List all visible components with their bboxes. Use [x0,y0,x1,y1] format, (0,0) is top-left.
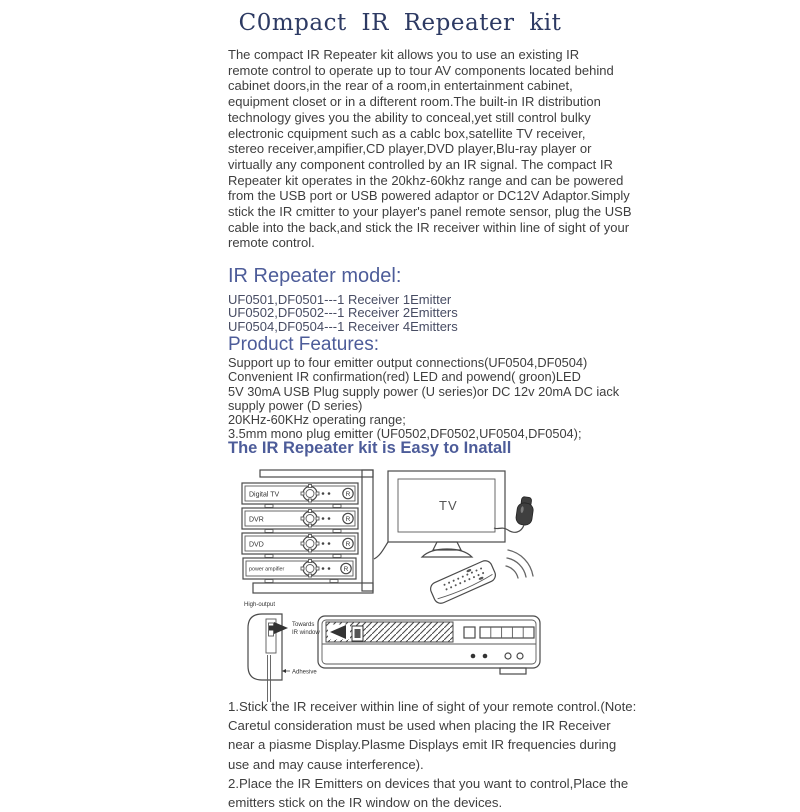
ir-emitter-badge [343,488,353,498]
svg-text:R: R [345,516,351,523]
led-dot [322,567,325,570]
stuck-emitter [352,626,363,641]
intro-line: Repeater kit operates in the 20khz-60khz range and can be powered [228,172,624,188]
device-label: power ampifier [249,566,285,573]
feature-line: Convenient IR confirmation(red) LED and powend( groon)LED [228,369,581,385]
model-line: UF0504,DF0504---1 Receiver 4Emitters [228,318,458,334]
device-shelf-dvr [242,508,358,533]
install-section-heading: The IR Repeater kit is Easy to Inatall [228,439,512,457]
page-title: C0mpact IR Repeater kit [238,10,562,36]
cabinet-right-plank [362,470,373,591]
ir-emitter-badge [343,538,353,548]
svg-text:R: R [343,566,349,573]
tv [388,471,505,557]
intro-line: stereo receiver,ampifier,CD player,DVD player,Blu-ray player or [228,141,592,157]
panel-knob [517,653,523,659]
model-section-heading: IR Repeater model: [228,265,402,287]
device-shelf-digital-tv [242,483,358,508]
intro-line: cable into the back,and stick the IR receiver within line of sight of your [228,219,630,235]
shelf-foot [265,505,273,508]
knob-icon [301,485,319,503]
feature-line: supply power (D series) [228,397,363,413]
remote-buttons [442,564,486,594]
shelf-foot [265,555,273,558]
intro-line: stick the IR cmitter to your player's panel remote sensor, plug the USB [228,204,632,220]
install-diagram-emitter [240,598,560,702]
panel-knob [505,653,511,659]
led-dot [328,542,331,545]
instruction-line: Caretul consideration must be used when placing the IR Receiver [228,718,611,734]
led-dot [322,542,325,545]
intro-line: virtually any component controlled by an IR signal. The compact IR [228,156,613,172]
led-dot [328,492,331,495]
device-label: DVR [249,516,264,524]
model-list [228,293,458,333]
knob-icon [301,535,319,553]
shelf-foot [265,580,273,583]
intro-paragraph [228,47,632,251]
emitter-side-view [248,614,288,702]
ir-window-label: IR window [292,630,320,636]
cabinet-bottom-board [253,583,373,593]
towards-label: Towards [292,622,315,628]
intro-line: from the USB port or USB powered adaptor or DC12V Adaptor.Simply [228,188,630,204]
intro-line: The compact IR Repeater kit allows you to use an existing IR [228,47,580,62]
device-shelf-power-amplifier [243,558,356,583]
feature-line: Support up to four emitter output connections(UF0504,DF0504) [228,355,588,370]
instruction-line: near a piasme Display.Plasme Displays emit IR frequencies during [228,737,617,753]
shelf-foot [333,505,341,508]
shelf-foot [265,530,273,533]
intro-line: remote control to operate up to tour AV components located behind [228,62,614,78]
model-line: UF0501,DF0501---1 Receiver 1Emitter [228,292,452,307]
ir-receiver-cable [494,525,524,532]
panel-button [464,627,475,638]
device-label: DVD [249,541,264,549]
feature-line: 20KHz-60KHz operating range; [228,412,406,428]
feature-line: 5V 30mA USB Plug supply power (U series)or DC 12v 20mA DC iack [228,383,620,399]
intro-line: equipment closet or in a difterent room.The built-in IR distribution [228,94,601,110]
install-diagram-room [230,468,575,614]
model-line: UF0502,DF0502---1 Receiver 2Emitters [228,305,458,321]
instruction-list [228,697,637,812]
intro-line: cabinet doors,in the rear of a room,in entertainment cabinet, [228,78,573,94]
svg-text:R: R [345,491,351,498]
adhesive-label: Adhesive [292,669,317,676]
knob-icon [301,510,319,528]
svg-text:R: R [345,541,351,548]
instruction-line: 2.Place the IR Emitters on devices that you want to control,Place the [228,775,629,791]
high-output-label: High-output [244,602,276,608]
panel-led [483,654,488,659]
shelf-foot [333,555,341,558]
intro-line: electronic cquipment such as a cablc box,satellite TV receiver, [228,125,586,141]
led-dot [328,567,331,570]
led-dot [322,517,325,520]
led-dot [328,517,331,520]
cabinet-top-board [260,470,373,477]
component-foot [500,668,526,674]
ir-emitter-badge [343,513,353,523]
feature-list [228,356,619,442]
features-section-heading: Product Features: [228,334,380,355]
ir-signal-arcs-icon [506,550,533,578]
instruction-line: use and may cause interference). [228,756,424,772]
arrow-right-icon [274,622,288,634]
cable-tv-to-cabinet [374,542,388,559]
panel-led [471,654,476,659]
shelf-foot [333,530,341,533]
instruction-line: emitters stick on the IR window on the devices. [228,795,503,811]
intro-line: technology gives you the ability to conceal,yet still control bulky [228,109,591,125]
led-dot [322,492,325,495]
device-shelf-dvd [242,533,358,558]
tv-label: TV [439,498,458,513]
ir-receiver [515,496,535,526]
arrow-left-icon [282,669,286,673]
knob-icon [301,560,319,578]
feature-line: 3.5mm mono plug emitter (UF0502,DF0502,UF0504,DF0504); [228,426,582,442]
shelf-foot [330,580,338,583]
ir-emitter-badge [341,563,351,573]
panel-button-row [480,627,534,638]
device-label: Digital TV [249,491,280,499]
component-front-panel [318,616,540,674]
instruction-line: 1.Stick the IR receiver within line of sight of your remote control.(Note: [228,699,637,714]
intro-line: remote control. [228,235,315,251]
